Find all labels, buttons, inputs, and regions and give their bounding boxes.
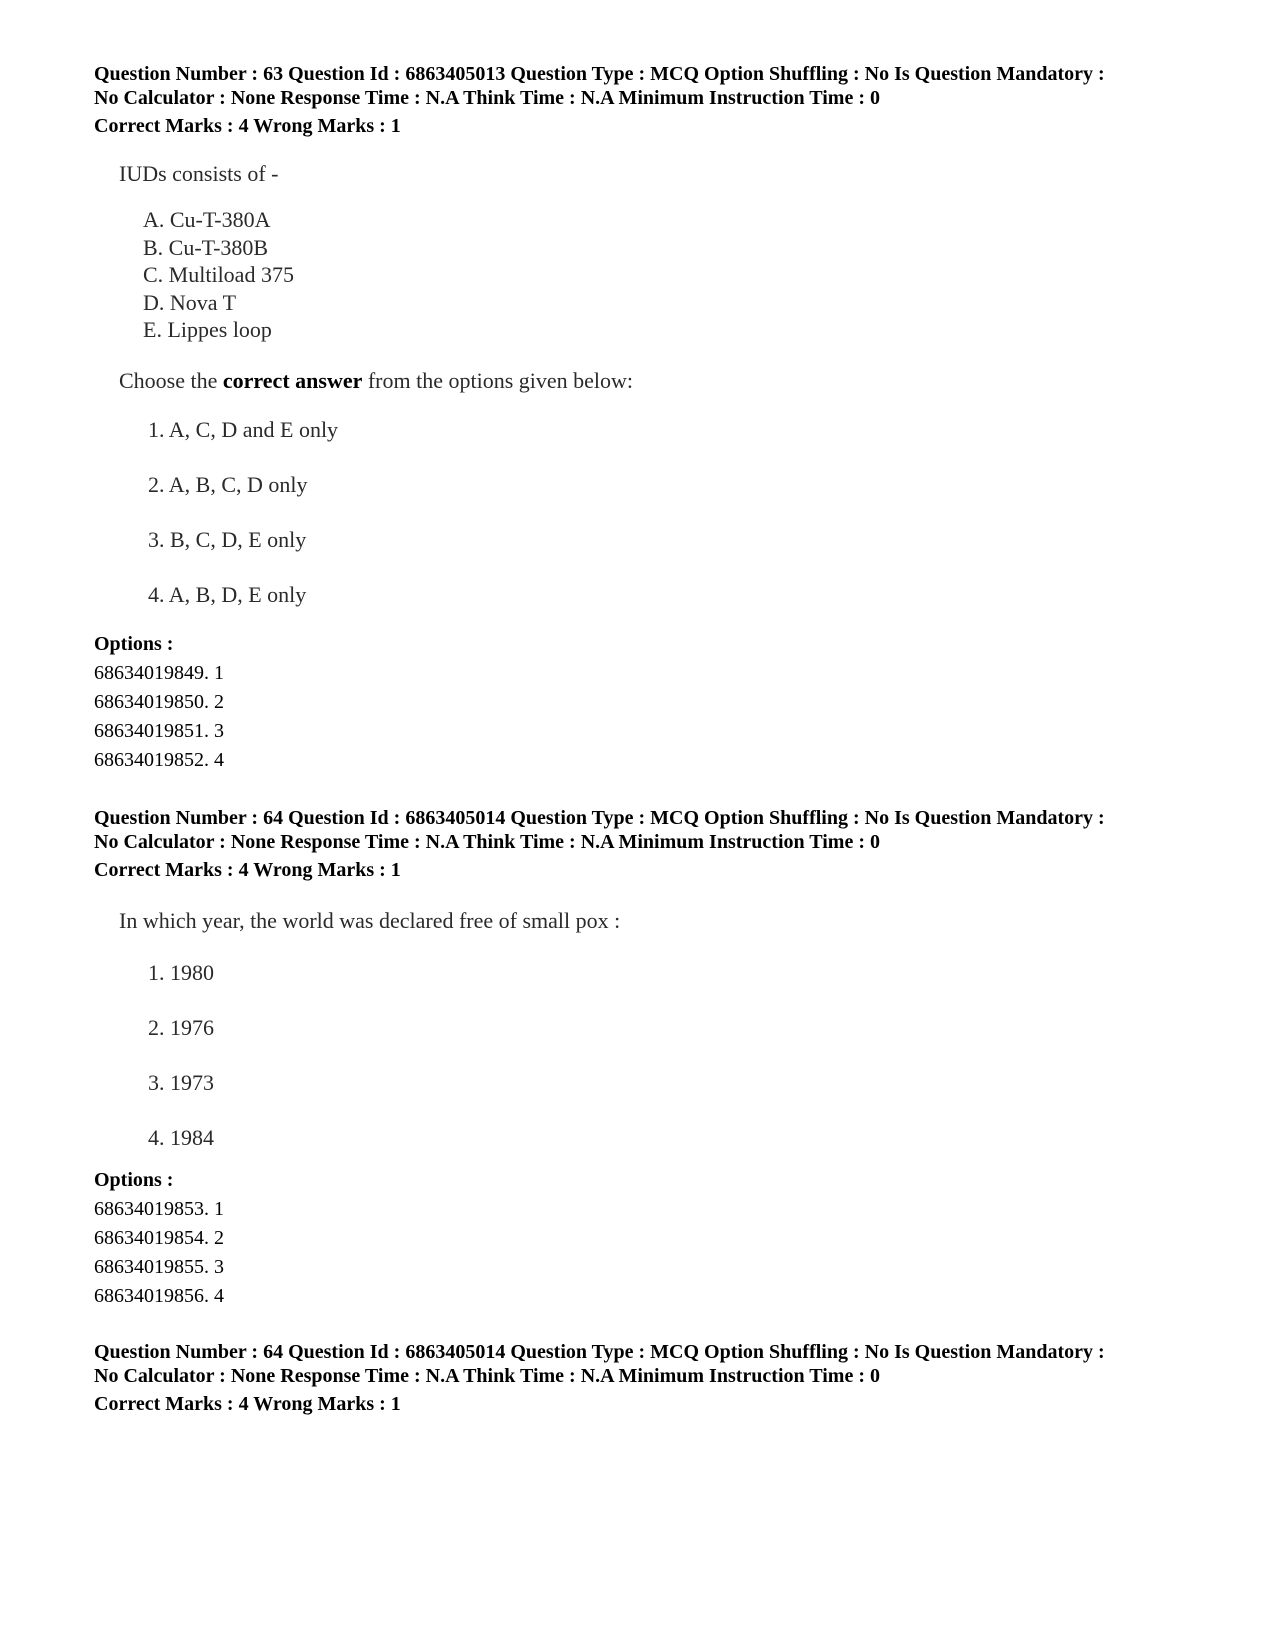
answer-choice: 4. A, B, D, E only [148,581,307,607]
question-64-options [94,1166,224,1311]
answer-instruction [119,368,633,394]
option-id: 68634019853. 1 [94,1198,224,1220]
question-marks: Correct Marks : 4 Wrong Marks : 1 [94,115,401,137]
statement-item: C. Multiload 375 [143,262,294,287]
answer-choice: 4. 1984 [148,1125,214,1150]
question-64-header [94,806,1214,882]
option-id: 68634019854. 2 [94,1227,224,1249]
statement-list [143,206,633,344]
question-marks: Correct Marks : 4 Wrong Marks : 1 [94,1393,401,1415]
question-meta-line-2: No Calculator : None Response Time : N.A Think Time : N.A Minimum Instruction Time : 0 [94,1365,880,1387]
statement-item: B. Cu-T-380B [143,234,269,260]
instruction-emphasis: correct answer [222,367,363,393]
option-id: 68634019849. 1 [94,662,224,684]
question-marks: Correct Marks : 4 Wrong Marks : 1 [94,859,401,881]
answer-choice: 3. 1973 [148,1070,214,1095]
question-63-options [94,630,224,775]
question-63-header [94,62,1214,138]
question-stem: IUDs consists of - [119,161,279,186]
options-label: Options : [94,1169,174,1191]
statement-item: A. Cu-T-380A [143,207,271,232]
question-stem: In which year, the world was declared free of small pox : [119,908,621,933]
answer-choice: 2. A, B, C, D only [148,471,308,497]
answer-choices [148,959,620,1179]
option-id: 68634019856. 4 [94,1285,224,1307]
statement-item: E. Lippes loop [143,317,272,342]
answer-choice: 1. A, C, D and E only [148,416,339,442]
instruction-text: Choose the [119,367,223,393]
question-63-body [119,160,633,636]
statement-item: D. Nova T [143,289,237,315]
instruction-text: from the options given below: [362,367,634,393]
question-meta-line-1: Question Number : 64 Question Id : 6863405014 Question Type : MCQ Option Shuffling : No Is Question Mandatory : [94,807,1105,829]
option-id: 68634019852. 4 [94,749,224,771]
answer-choice: 3. B, C, D, E only [148,526,307,552]
answer-choice: 2. 1976 [148,1015,214,1040]
question-meta-line-2: No Calculator : None Response Time : N.A Think Time : N.A Minimum Instruction Time : 0 [94,87,880,109]
option-id: 68634019855. 3 [94,1256,224,1278]
options-label: Options : [94,633,174,655]
question-meta-line-2: No Calculator : None Response Time : N.A Think Time : N.A Minimum Instruction Time : 0 [94,831,880,853]
answer-choices [148,416,633,636]
answer-choice: 1. 1980 [148,960,214,985]
question-meta-line-1: Question Number : 63 Question Id : 6863405013 Question Type : MCQ Option Shuffling : No Is Question Mandatory : [94,63,1105,85]
question-meta-line-1: Question Number : 64 Question Id : 6863405014 Question Type : MCQ Option Shuffling : No Is Question Mandatory : [94,1341,1105,1363]
question-64b-header [94,1340,1214,1416]
option-id: 68634019850. 2 [94,691,224,713]
question-64-body [119,907,620,1179]
option-id: 68634019851. 3 [94,720,224,742]
